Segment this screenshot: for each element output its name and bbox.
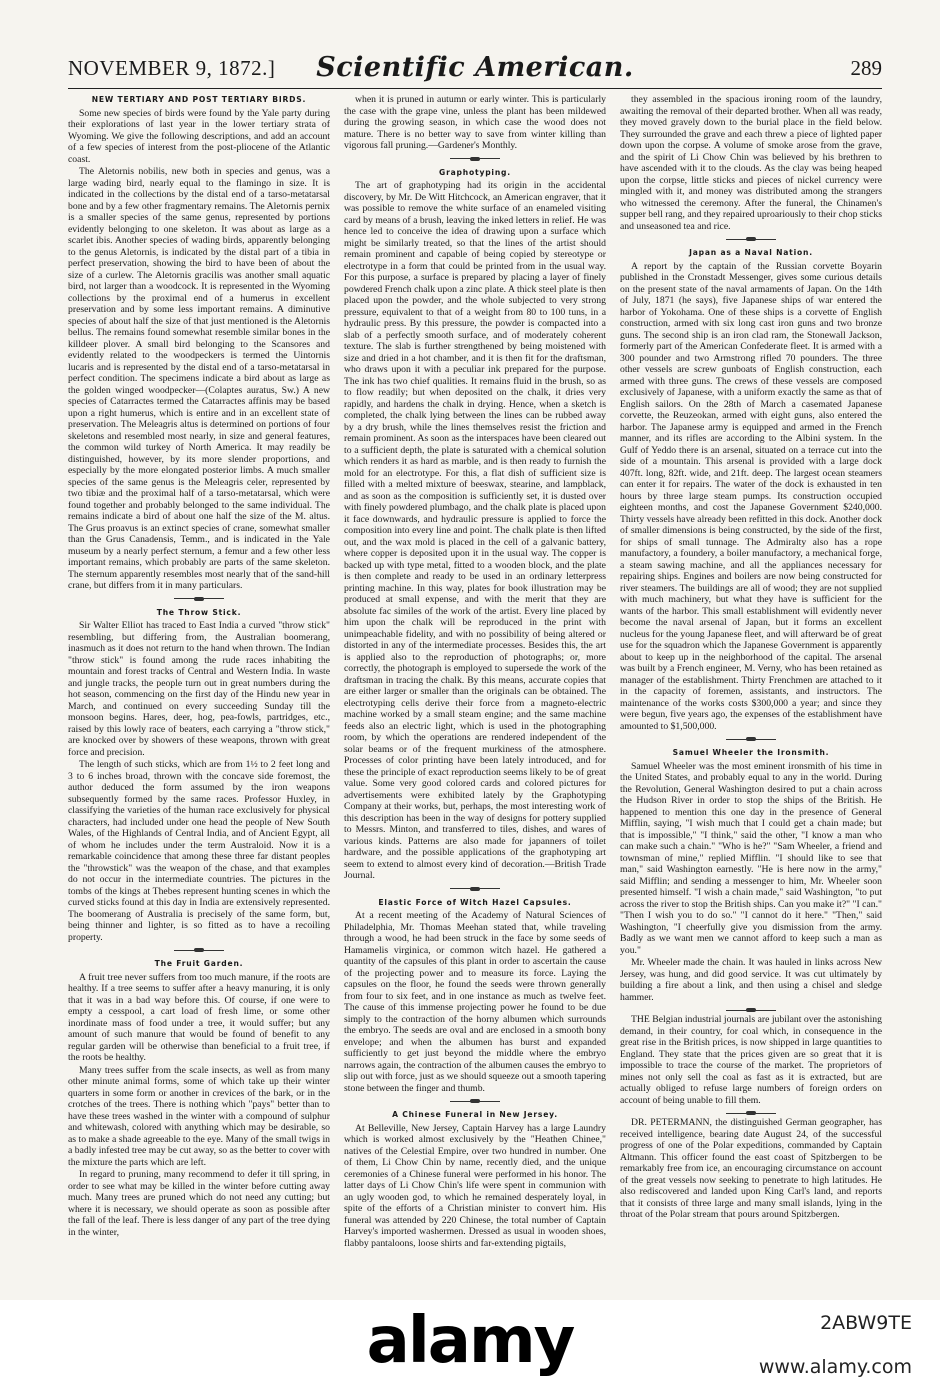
section-divider	[450, 157, 500, 161]
article-paragraph: A fruit tree never suffers from too much manure, if the roots are healthy. If a tree seems to suffer after a heavy manuring, it is only that it was in a bad way before this. Of course, if one were to empty a cesspool, a cart load of fresh lime, or some other inordinate mass of food under a tree, it would suffer; but any amount of such manure that would be found of benefit to any regular garden will be otherwise than beneficial to a fruit tree, if the roots be healthy.	[68, 971, 330, 1063]
article-paragraph: The Aletornis nobilis, new both in species and genus, was a large wading bird, nearly equal to the flamingo in size. It is indicated in the collections by the distal end of a tarso-metatarsal bone and by a few other fragmentary remains. The Aletornis pernix is a smaller species of the same genus, represented by portions evidently belonging to one skeleton. It was about as large as a scarlet ibis. Another species of wading birds, apparently belonging to the genus Aletornis, is indicated by the distal part of a tibia in perfect preservation, showing the bird to have been of about the size of a curlew. The Aletornis gracilis was another small aquatic bird, not larger than a woodcock. It is represented in the Wyoming collections by the proximal end of a humerus in excellent preservation and by some less important remains. A diminutive species of about half the size of that just mentioned is the Aletornis bellus. The remains found somewhat resemble similar bones in the killdeer plover. A small bird belonging to the Scansores and evidently related to the woodpeckers is termed the Uintornis lucaris and is represented by the distal end of a tarso-metatarsal in perfect condition. The specimens indicate a bird about as large as the golden winged woodpecker—(Colaptes auratus, Sw.) A new species of Catarractes termed the Catarractes affinis may be based upon a right humerus, which is entire and in an excellent state of preservation. The Meleagris altus is determined on portions of four skeletons and resembled most nearly, in size and general features, the common wild turkey of North America. It may readily be distinguished, however, by its more slender proportions, and especially by the more elongated posterior limbs. A much smaller species of the same genus is the Meleagris celer, represented by two tibiæ and the proximal half of a tarso-metatarsal, which were found together and probably belonged to the same individual. The remains indicate a bird of about one half the size of the M. altus. The Grus proavus is an extinct species of crane, somewhat smaller than the Grus Canadensis, Temm., and is indicated in the Yale museum by a nearly perfect sternum, a femur and a few other less important remains, which probably are parts of the same skeleton. The sternum apparently resembles most nearly that of the sand-hill crane, but differs from it in many particulars.	[68, 166, 330, 591]
article-heading: Samuel Wheeler the Ironsmith.	[672, 748, 830, 757]
column-1	[68, 94, 330, 1282]
section-divider	[726, 737, 776, 741]
article-paragraph: A report by the captain of the Russian corvette Boyarin published in the Cronstadt Messenger, gives some curious details on the present state of the naval armaments of Japan. On the 14th of July, 1871 (he says), five Japanese ships of war entered the harbor of Yokohama. One of these ships is a corvette of English construction, armed with six long cast iron guns and two bronze guns. The second ship is an iron clad ram, the Stonewall Jackson, formerly part of the American Confederate fleet. It is armed with a 300 pounder and two Armstrong rifled 70 pounders. The three other vessels are screw gunboats of English construction, each armed with three guns. The crews of these vessels are composed exclusively of Japanese, with a uniform exactly the same as that of English sailors. On the 28th of March a casemated Japanese corvette, the Reuzeokan, armed with eight guns, also entered the harbor. The Japanese army is equipped and armed in the French manner, and its rifles are according to the Albini system. In the Gulf of Yeddo there is an arsenal, situated on a terrace cut into the side of a mountain. This arsenal is provided with a large dock 407ft. long, 82ft. wide, and 21ft. deep. The largest ocean steamers can enter it for repairs. The water of the dock is exhausted in ten hours by three large steam pumps. Its construction occupied eighteen months, and cost the Japanese Government $240,000. Thirty vessels have already been refitted in this dock. Another dock of smaller dimensions is being constructed, by the side of the first, for ships of small tunnage. The Admiralty also has a rope manufactory, a foundery, a boiler manufactory, a mechanical forge, a steam sawing machine, and all the appliances necessary for repairing ships. Engines and boilers are now being constructed for river steamers. The buildings are all of wood; they are not supplied with much machinery, but what they have is sufficient for the wants of the harbor. This small establishment will evidently never become the naval arsenal of Japan, but it forms an excellent nucleus for the young Japanese fleet, and will afterward be of great use for the squadron which the Japanese Government is apparently about to keep up in the neighborhood of the capital. The arsenal was built by a French engineer, M. Verny, who has been retained as manager of the establishment. Thirty Frenchmen are attached to it in the capacity of foremen, assistants, and instructors. The maintenance of the works costs $300,000 a year; and since they were begun, five years ago, the expenses of the establishment have amounted to $1,500,000.	[620, 260, 882, 732]
article-paragraph: In regard to pruning, many recommend to defer it till spring, in order to see what may be killed in the winter before cutting away much. Many trees are pruned which do not need any cutting; but where it is necessary, we should operate as soon as possible after the fall of the leaf. There is less danger of any part of the tree dying in the winter,	[68, 1169, 330, 1238]
article-paragraph: The art of graphotyping had its origin in the accidental discovery, by Mr. De Witt Hitchcock, an American engraver, that it was possible to remove the white surface of an enameled visiting card by means of a brush, leaving the inked letters in relief. He was hence led to conceive the idea of drawing upon a surface which might be similarly treated, so that the lines of the artist should remain prominent and capable of being copied by stereotype or electrotype in a form that could be printed from in the usual way. For this purpose, a surface is prepared by placing a layer of finely powdered French chalk upon a zinc plate. A thick steel plate is then placed upon the powder, and the whole subjected to very strong pressure, equivalent to that of a weight from 80 to 100 tuns, in a hydraulic press. By this pressure, the powder is compacted into a slab of a perfectly smooth surface, and of moderately coherent texture. The slab is further strengthened by being moistened with size and dried in a hot chamber, and it is then fit for the draftsman, who draws upon it with a peculiar ink prepared for the purpose. The ink has two chief qualities. It remains fluid in the brush, so as to flow readily; but when deposited on the chalk, it dries very rapidly, and hardens the chalk in drying. Hence, when a sketch is completed, the chalk lying between the lines can be rubbed away by a dry brush, while the lines themselves resist the friction and remain prominent. As soon as the interspaces have been cleared out to a sufficient depth, the plate is saturated with a chemical solution which renders it as hard as marble, and is then ready to furnish the mold for an electrotype. For this, a flat dish of sufficient size is filled with a melted mixture of beeswax, stearine, and lampblack, and as soon as the composition is sufficiently set, it is dusted over with finely powdered plumbago, and the chalk plate is placed upon it face downwards, and hydraulic pressure is applied to force the composition into every line and point. The chalk plate is then lifted out, and the wax mold is placed in the cell of a galvanic battery, where copper is deposited upon it in the usual way. The copper is backed up with type metal, fitted to a wooden block, and the plate is then complete and ready to be used in an ordinary letterpress printing machine. In this way, plates for book illustration may be produced at small expense, and with the merit that they are absolute fac similes of the work of the artist. Every line placed by him upon the chalk will be reproduced in the print with unimpeachable fidelity, and with no possibility of being altered or distorted in any of the intermediate processes. Besides this, the art is applied also to the reproduction of photographs; or, more correctly, the photograph is employed to supersede the work of the draftsman in tracing the chalk. By this means, accurate copies that are either larger or smaller than the originals can be obtained. The electrotyping cells derive their force from a magneto-electric machine worked by a small steam engine; and the same machine feeds also an electric light, which is used in the photographing room, by which the operations are rendered independent of the solar beams or of the frequent murkiness of the atmosphere. Processes of color printing have been lately introduced, and for these the principle of exact reproduction seems likely to be of great value. Some very good colored cards and colored pictures for advertisements were exhibited lately by the Graphotyping Company at their works, but, perhaps, the most interesting work of this description has been in the way of designs for pottery supplied to Messrs. Minton, and transferred to tiles, dishes, and wares of various kinds. Patterns are also made for japanners of toilet hardware, and the possible applications of the graphotyping art seem to extend to almost every kind of decoration.—British Trade Journal.	[344, 180, 606, 881]
article-paragraph: The length of such sticks, which are from 1½ to 2 feet long and 3 to 6 inches broad, thrown with the concave side foremost, the author deduced the form assumed by the iron weapons subsequently formed by the same races. Professor Huxley, in classifying the varieties of the human race exclusively for physical characters, had included under one head the people of New South Wales, of the Highlands of Central India, and of Ancient Egypt, all of whom he includes under the term Australoid. Now it is a remarkable coincidence that among these three far distant peoples the "throwstick" was the weapon of the chase, and that examples do not occur in the intermediate countries. The pictures in the tombs of the kings at Thebes represent hunting scenes in which the curved sticks found at this day in India are extensively represented. The boomerang of Australia is precisely of the same form, but, being thinner and lighter, is so fitted as to have a recoiling property.	[68, 759, 330, 943]
section-divider	[450, 887, 500, 891]
article-paragraph: At Belleville, New Jersey, Captain Harvey has a large Laundry which is worked almost exclusively by the "Heathen Chinee," natives of the Celestial Empire, over two hundred in number. One of them, Li Chow Chin by name, recently died, and the unique ceremonies of a Chinese funeral were performed in his honor. The latter days of Li Chow Chin's life were spent in communion with an ugly wooden god, to which he remained desperately loyal, in spite of the efforts of a Christian minister to convert him. His funeral was attended by 220 Chinese, the total number of Captain Harvey's imported washermen. Dressed as usual in wooden shoes, flabby pantaloons, loose shirts and far-extending pigtails,	[344, 1122, 606, 1249]
article-heading: NEW TERTIARY AND POST TERTIARY BIRDS.	[91, 95, 307, 104]
article-columns	[68, 94, 882, 1284]
column-2	[344, 94, 606, 1282]
masthead	[68, 52, 882, 86]
article-heading: Graphotyping.	[439, 167, 511, 177]
section-divider	[450, 1099, 500, 1103]
article-heading: Elastic Force of Witch Hazel Capsules.	[378, 897, 572, 907]
article-heading: Japan as a Naval Nation.	[689, 248, 813, 257]
article-paragraph: THE Belgian industrial journals are jubilant over the astonishing demand, in their country, for coal which, in consequence in the great rise in the British prices, is now shipped in large quantities to England. They state that the prices given are so great that it is impossible to trace the course of the market. The proprietors of mines not only sell the coal as fast as it is extracted, but are actually obliged to refuse large numbers of foreign orders on account of being unable to fill them.	[620, 1014, 882, 1106]
article-paragraph: when it is pruned in autumn or early winter. This is particularly the case with the grape vine, unless the plant has been mildewed during the growing season, in which case the wood does not mature. There is no better way to save from winter killing than vigorous fall pruning.—Gardener's Monthly.	[344, 94, 606, 151]
section-divider	[174, 597, 224, 601]
article-heading: The Throw Stick.	[156, 607, 242, 617]
image-id: 2ABW9TE	[820, 1312, 912, 1334]
article-paragraph: Samuel Wheeler was the most eminent ironsmith of his time in the United States, and probably equal to any in the world. During the Revolution, General Washington desired to put a chain across the Hudson River in order to stop the ships of the British. He happened to mention this one day in the presence of General Mifflin, saying, "I wish much that I could get a chain made; but that is impossible," "I think," said the other, "I know a man who can make such a chain." "Who is he?" "Sam Wheeler, a friend and townsman of mine," replied Mifflin. "I should like to see that man," said Washington earnestly. "He is here now in the army," said Mifflin; and sending a messenger to him, Mr. Wheeler soon presented himself. "I wish a chain made," said Washington, "to put across the river to stop the British ships. Can you make it?" "I can." "Then I wish you to do so." "I cannot do it here." "Then," said Washington, "I cheerfully give you dismission from the army. Badly as we want men we cannot afford to keep such a man as you."	[620, 760, 882, 956]
page-number: 289	[850, 56, 882, 80]
header-rule	[68, 88, 882, 89]
article-paragraph: they assembled in the spacious ironing room of the laundry, awaiting the removal of their departed brother. When all was ready, they moved gravely down to the burial place in the field below. They surrounded the grave and each threw a piece of lighted paper down upon the corpse. A volume of smoke arose from the grave, and the spirit of Li Chow Chin was believed by his brethren to have ascended with it to the clouds. As the clay was being heaped upon the corpse, little sticks and pieces of nickel currency were mingled with it, and money was distributed among the strangers who witnessed the ceremony. After the funeral, the Chinamen's supper bell rang, and they repaired uproariously to their chop sticks and unseasoned tea and rice.	[620, 94, 882, 232]
column-3	[620, 94, 882, 1282]
issue-date: NOVEMBER 9, 1872.]	[68, 56, 276, 80]
watermark-banner	[0, 1300, 940, 1390]
article-heading: The Fruit Garden.	[154, 959, 244, 968]
article-paragraph: Some new species of birds were found by the Yale party during their explorations of last year in the lower tertiary strata of Wyoming. We give the following descriptions, and add an account of a few species of interest from the post-pliocene of the Atlantic coast.	[68, 107, 330, 165]
section-divider	[726, 1111, 776, 1115]
article-paragraph: DR. PETERMANN, the distinguished German geographer, has received intelligence, bearing date August 24, of the successful progress of one of the Polar expeditions, commanded by Captain Altmann. This officer found the east coast of Spitzbergen to be remarkably free from ice, an encouraging circumstance on account of the great vessels now seeking to penetrate to high latitudes. He also rediscovered and landed upon King Carl's land, and reports that it consists of three large and many small islands, lying in the throat of the Polar stream that pours around Spitzbergen.	[620, 1117, 882, 1220]
section-divider	[726, 237, 776, 241]
watermark-logo: alamy	[366, 1304, 574, 1378]
watermark-url: www.alamy.com	[758, 1356, 912, 1378]
article-paragraph: Sir Walter Elliot has traced to East India a curved "throw stick" resembling, but differing from, the Australian boomerang, inasmuch as it does not return to the hand when thrown. The Indian "throw stick" is found among the rude races inhabiting the mountain and forest tracks of Central and Western India. In waste and jungle tracks, the people turn out in great numbers during the hot season, commencing on the first day of the Hindu new year in March, and continued on every succeeding Sunday till the monsoon begins. Hares, deer, hog, pea-fowls, partridges, etc., raised by this lowly race of beaters, each carrying a "throw stick," are knocked over by showers of these weapons, thrown with great force and precision.	[68, 620, 330, 758]
article-paragraph: At a recent meeting of the Academy of Natural Sciences of Philadelphia, Mr. Thomas Meehan stated that, while traveling through a wood, he had been struck in the face by some seeds of Hamamelis virginica, or common witch hazel. He gathered a quantity of the capsules of this plant in order to ascertain the cause of the projecting power and to measure its force. Laying the capsules on the floor, he found the seeds were thrown generally from four to six feet, and in one instance as much as twelve feet. The cause of this immense projecting power he found to be due simply to the contraction of the horny albumen which surrounds the embryo. The seeds are oval and are enclosed in a smooth bony envelope; and when the albumen has burst and expanded sufficiently to get just beyond the middle where the embryo narrows again, the contraction of the albumen causes the embryo to slip out with force, just as we should squeeze out a smooth tapering stone between the finger and thumb.	[344, 910, 606, 1094]
section-divider	[174, 948, 224, 952]
publication-title: Scientific American.	[316, 52, 634, 83]
article-paragraph: Mr. Wheeler made the chain. It was hauled in links across New Jersey, was hung, and did good service. It was cut ultimately by building a fire about a link, and then using a chisel and sledge hammer.	[620, 957, 882, 1003]
section-divider	[726, 1008, 776, 1012]
article-paragraph: Many trees suffer from the scale insects, as well as from many other minute animal forms, some of which take up their winter quarters in some form or another in crevices of the bark, or in the crotches of the trees. There is nothing which "pays" better than to have these trees washed in the winter with a compound of sulphur and whitewash, colored with anything which may be desirable, so as to make a shade agreeable to the eye. Many of the small twigs in a badly infested tree may be cut away, so as the better to cover with the mixture the parts which are left.	[68, 1064, 330, 1168]
article-heading: A Chinese Funeral in New Jersey.	[392, 1110, 558, 1119]
